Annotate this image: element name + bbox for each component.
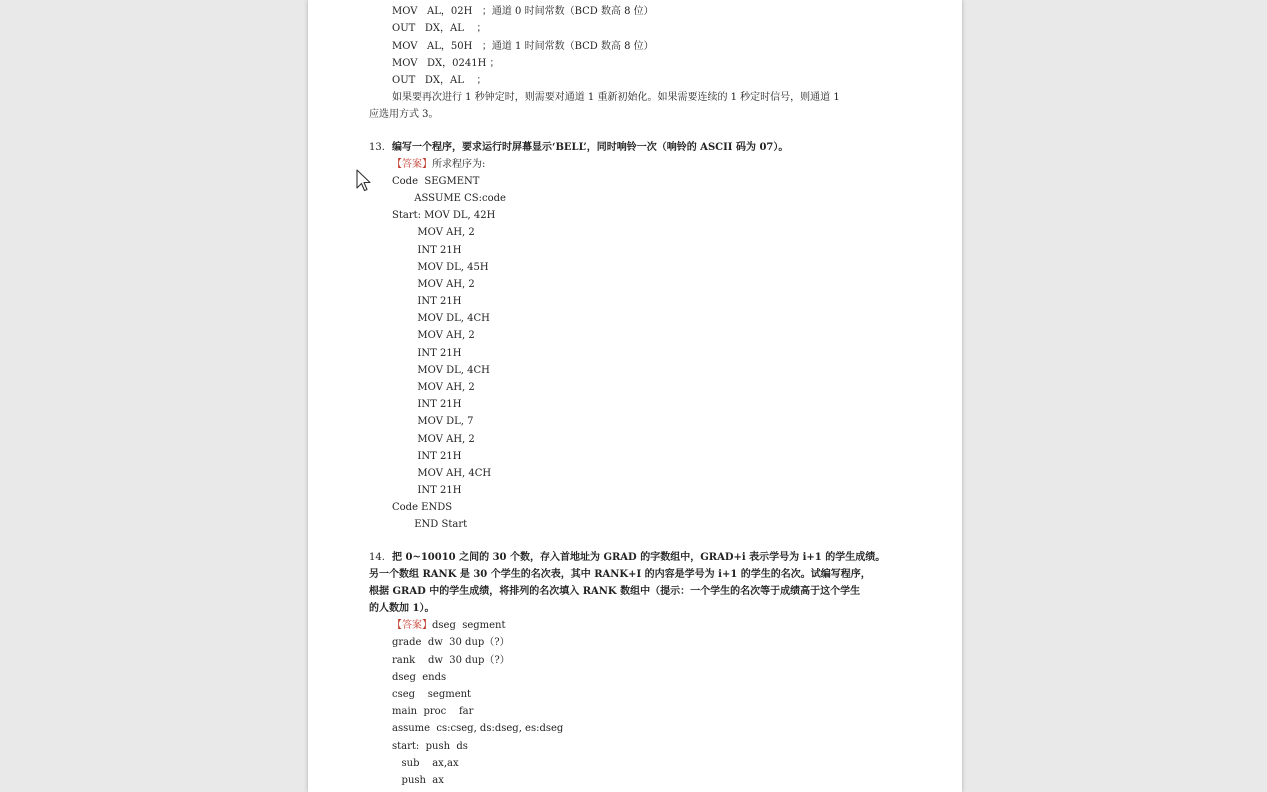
code-line: Start: MOV DL, 42H [392,210,496,221]
code-line: push ax [392,775,444,786]
code-line: INT 21H [392,245,462,256]
code-line: MOV AH, 2 [392,227,475,238]
code-line: OUT DX，AL ； [392,75,487,86]
document-page [308,0,962,792]
question-14-title: 另一个数组 RANK 是 30 个学生的名次表，其中 RANK+I 的内容是学号为 i+1 的学生的名次。试编写程序， [369,569,871,580]
code-line: Code SEGMENT [392,176,480,187]
question-14-title: 把 0~10010 之间的 30 个数，存入首地址为 GRAD 的字数组中，GRAD+i 表示学号为 i+1 的学生成绩。 [392,552,886,563]
code-line: INT 21H [392,296,462,307]
code-line: MOV DL, 45H [392,262,489,273]
code-line: INT 21H [392,348,462,359]
paragraph-line: 应选用方式 3。 [369,109,439,120]
code-line: MOV DL, 4CH [392,313,490,324]
mouse-cursor-icon [356,169,372,193]
question-13-title: 编写一个程序，要求运行时屏幕显示‘BELL’，同时响铃一次（响铃的 ASCII 码为 07）。 [392,142,789,153]
code-line: Code ENDS [392,502,453,513]
question-14-title: 的人数加 1）。 [369,603,435,614]
answer-line [392,156,485,173]
code-line: OUT DX，AL ； [392,23,487,34]
code-line: INT 21H [392,399,462,410]
code-line: MOV AH, 2 [392,279,475,290]
answer-intro: 所求程序为: [432,159,486,170]
code-line: assume cs:cseg, ds:dseg, es:dseg [392,723,564,734]
code-line: MOV AH, 2 [392,434,475,445]
code-line: dseg segment [432,620,506,631]
answer-line [392,617,506,634]
code-line: MOV AH, 2 [392,330,475,341]
code-line: dseg ends [392,672,447,683]
paragraph-line: 如果要再次进行 1 秒钟定时，则需要对通道 1 重新初始化。如果需要连续的 1 秒定时信号，则通道 1 [392,92,840,103]
question-14-number: 14. [369,552,385,563]
code-line: MOV AH, 4CH [392,468,492,479]
code-line: cseg segment [392,689,472,700]
code-line: rank dw 30 dup（?） [392,655,510,666]
code-line: main proc far [392,706,474,717]
code-line: MOV AL，02H ；通道 0 时间常数（BCD 数高 8 位） [392,6,654,17]
code-line: MOV DL, 4CH [392,365,490,376]
code-line: grade dw 30 dup（?） [392,637,510,648]
code-line: INT 21H [392,485,462,496]
code-line: END Start [392,519,468,530]
code-line: MOV AH, 2 [392,382,475,393]
answer-tag: 【答案】 [392,620,432,631]
code-line: MOV AL，50H ；通道 1 时间常数（BCD 数高 8 位） [392,41,654,52]
question-13-number: 13. [369,142,385,153]
code-line: INT 21H [392,451,462,462]
code-line: ASSUME CS:code [392,193,506,204]
answer-tag: 【答案】 [392,159,432,170]
question-14-title: 根据 GRAD 中的学生成绩，将排列的名次填入 RANK 数组中（提示：一个学生的名次等于成绩高于这个学生 [369,586,861,597]
code-line: MOV DX，0241H ； [392,58,500,69]
code-line: start: push ds [392,741,468,752]
code-line: sub ax,ax [392,758,459,769]
code-line: MOV DL, 7 [392,416,474,427]
